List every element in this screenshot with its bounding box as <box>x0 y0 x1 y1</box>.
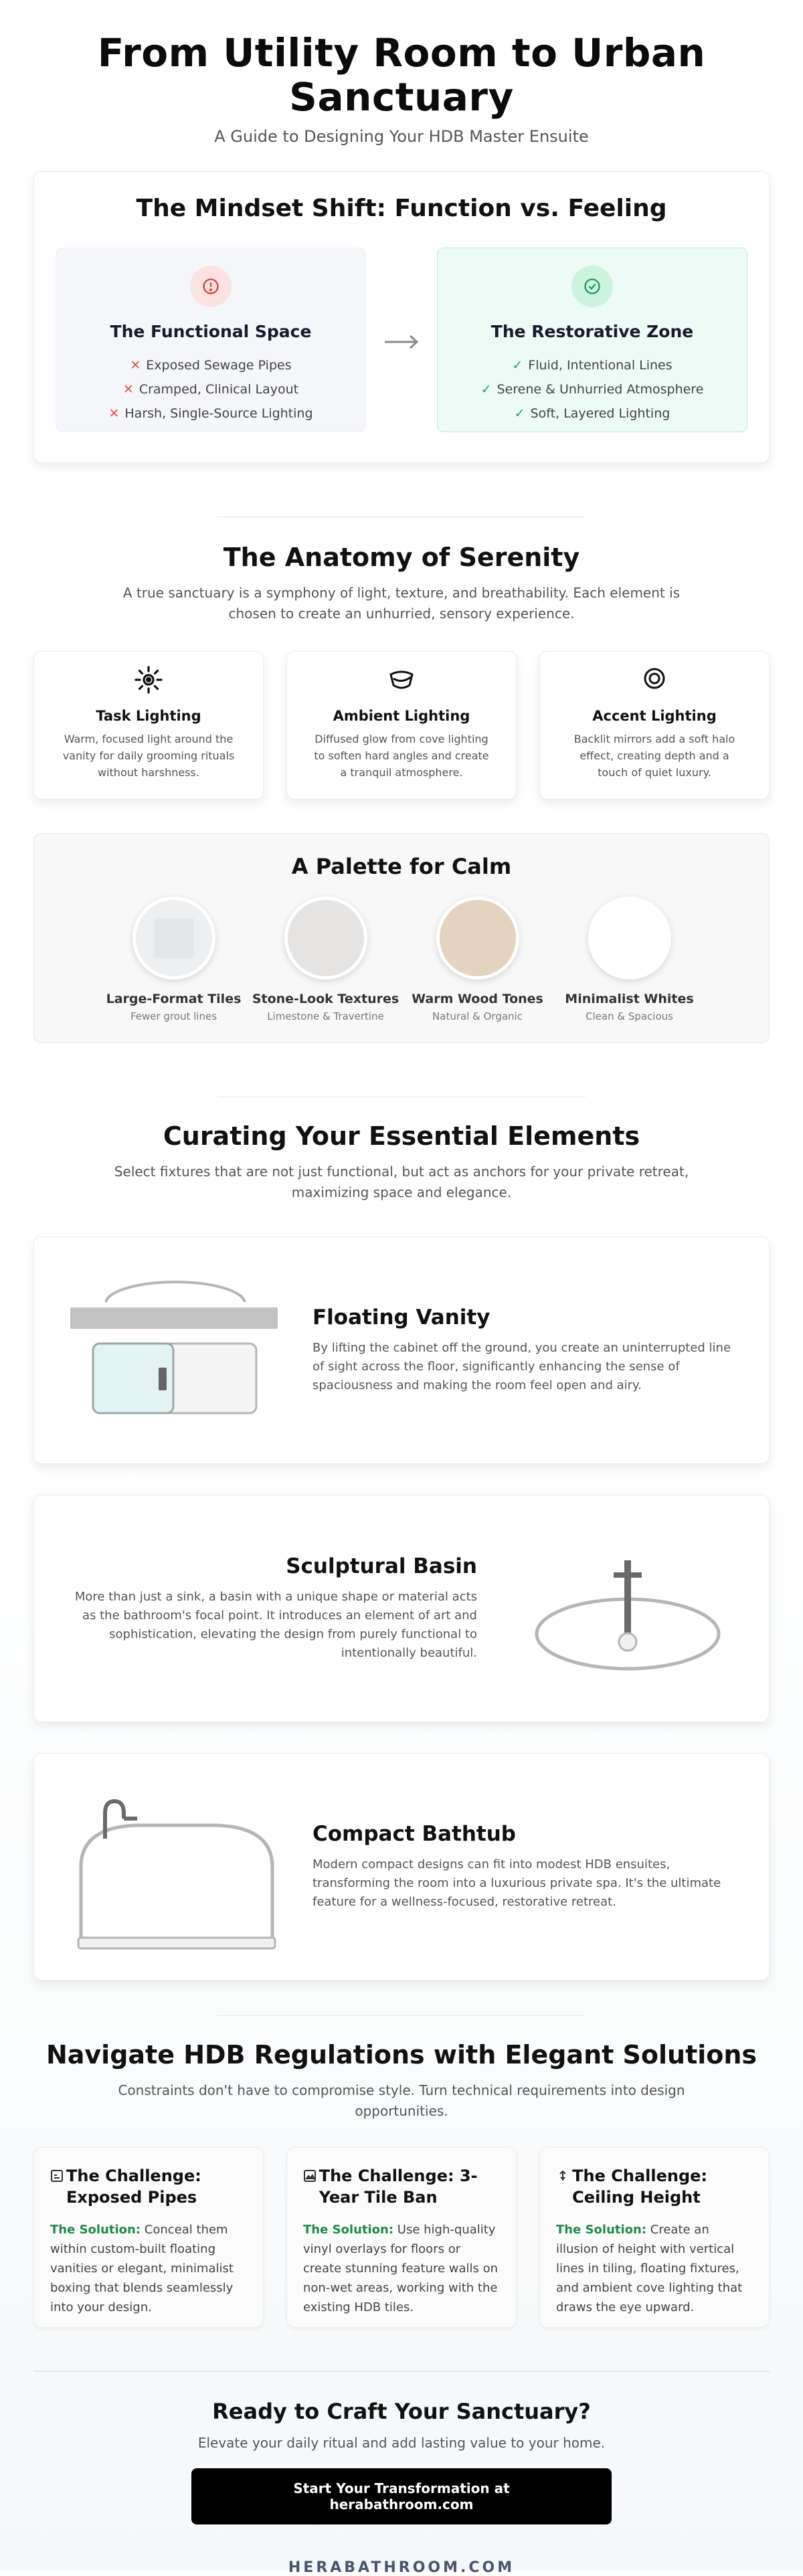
bathtub-illustration <box>65 1780 286 1954</box>
page-inner <box>33 0 770 2576</box>
elements-desc: Select fixtures that are not just functional, but act as anchors for your private retreat, maximizing space and elegance. <box>114 1164 689 1200</box>
reg-text: The Solution: Conceal them within custom-built floating vanities or elegant, minimalist boxing that blends seamlessly into your design. <box>50 2223 234 2314</box>
bathtub-desc: Modern compact designs can fit into modest HDB ensuites, transforming the room into a luxurious private spa. It's the ultimate feature for a wellness-focused, restorative retreat. <box>313 1857 721 1909</box>
anatomy-section <box>33 543 770 1043</box>
list-item: ✓ Fluid, Intentional Lines <box>512 358 673 373</box>
check-circle-icon <box>571 266 613 307</box>
basin-text <box>65 1554 477 1663</box>
cta-title: Ready to Craft Your Sanctuary? <box>212 2399 591 2424</box>
functional-space-list <box>56 353 365 426</box>
arrow-right-icon <box>375 323 428 357</box>
swatch-color <box>588 897 671 980</box>
vanity-illustration <box>65 1263 286 1437</box>
vanity-text <box>313 1305 738 1395</box>
swatch-label: Minimalist Whites <box>565 992 694 1006</box>
height-icon <box>556 2165 572 2186</box>
basin-illustration <box>517 1522 738 1695</box>
brand-footer: HERABATHROOM.COM <box>288 2559 515 2576</box>
check-icon: ✓ <box>512 358 523 373</box>
swatch-sub: Fewer grout lines <box>130 1010 217 1022</box>
elements-title: Curating Your Essential Elements <box>163 1121 640 1151</box>
restorative-zone-list <box>438 353 747 426</box>
swatch-wood <box>402 897 553 1022</box>
vanity-card <box>33 1236 770 1464</box>
reg-title: The Challenge: Exposed Pipes <box>66 2167 201 2207</box>
swatch-tiles <box>98 897 250 1022</box>
reg-head <box>303 2165 500 2208</box>
feature-title: Accent Lighting <box>592 708 717 724</box>
pipe-box-icon <box>50 2165 66 2186</box>
ambient-icon <box>287 665 516 699</box>
reg-text: The Solution: Use high-quality vinyl overlays for floors or create stunning feature walls on non-wet areas, working with the existing HDB tiles. <box>303 2223 499 2314</box>
palette-swatches <box>34 897 769 1022</box>
reg-head <box>556 2165 753 2208</box>
solution-label: The Solution: <box>50 2223 141 2237</box>
regulations-section <box>33 2040 770 2328</box>
bathtub-card <box>33 1753 770 1981</box>
palette-card <box>33 833 770 1043</box>
feature-desc: Backlit mirrors add a soft halo effect, creating depth and a touch of quiet luxury. <box>573 733 735 779</box>
mindset-compare <box>34 248 769 432</box>
vanity-desc: By lifting the cabinet off the ground, you create an uninterrupted line of sight across the floor, significantly enhancing the sense of spaciousness and making the room feel open and airy. <box>313 1341 731 1392</box>
anatomy-desc: A true sanctuary is a symphony of light, texture, and breathability. Each element is chosen to create an unhurried, sensory experience. <box>122 585 681 622</box>
page-subtitle: A Guide to Designing Your HDB Master Ensuite <box>214 127 589 146</box>
swatch-color <box>132 897 215 980</box>
regs-cards <box>33 2147 770 2328</box>
mindset-card <box>33 171 770 463</box>
list-item: ✕ Harsh, Single-Source Lighting <box>108 406 313 421</box>
check-icon: ✓ <box>480 382 492 397</box>
feature-task-lighting <box>33 651 264 800</box>
section-divider <box>217 2015 586 2016</box>
swatch-sub: Limestone & Travertine <box>267 1010 384 1022</box>
list-item: ✕ Exposed Sewage Pipes <box>130 358 292 373</box>
tile-square <box>154 918 194 958</box>
cta-section <box>33 2371 770 2576</box>
feature-desc: Diffused glow from cove lighting to soften hard angles and create a tranquil atmosphere. <box>314 733 489 779</box>
regs-desc: Constraints don't have to compromise style. Turn technical requirements into design opportunities. <box>118 2082 685 2119</box>
list-item: ✕ Cramped, Clinical Layout <box>122 382 299 397</box>
reg-head <box>50 2165 247 2208</box>
sun-icon <box>34 665 263 699</box>
feature-title: Ambient Lighting <box>333 708 470 724</box>
functional-space-title: The Functional Space <box>110 322 312 341</box>
swatch-stone <box>250 897 402 1022</box>
swatch-color <box>436 897 519 980</box>
mindset-title: The Mindset Shift: Function vs. Feeling <box>136 195 667 222</box>
target-icon <box>540 665 769 699</box>
cta-button[interactable]: Start Your Transformation at herabathroom.com <box>191 2468 612 2524</box>
restorative-zone-title: The Restorative Zone <box>490 322 694 341</box>
feature-title: Task Lighting <box>96 708 201 724</box>
x-icon: ✕ <box>130 358 141 373</box>
bathtub-text <box>313 1822 738 1912</box>
solution-label: The Solution: <box>556 2223 647 2237</box>
reg-card-tiles <box>286 2147 517 2328</box>
swatch-sub: Clean & Spacious <box>586 1010 673 1022</box>
alert-icon <box>190 266 232 307</box>
vanity-title: Floating Vanity <box>313 1305 490 1329</box>
x-icon: ✕ <box>122 382 134 397</box>
palette-title: A Palette for Calm <box>291 854 512 879</box>
regs-title: Navigate HDB Regulations with Elegant Solutions <box>46 2040 757 2069</box>
swatch-white <box>553 897 705 1022</box>
reg-card-ceiling <box>539 2147 770 2328</box>
reg-title: The Challenge: Ceiling Height <box>572 2167 708 2207</box>
anatomy-title: The Anatomy of Serenity <box>223 543 580 572</box>
reg-card-pipes <box>33 2147 264 2328</box>
hero <box>33 0 770 146</box>
bathtub-title: Compact Bathtub <box>313 1822 516 1846</box>
swatch-label: Large-Format Tiles <box>106 992 242 1006</box>
list-item: ✓ Serene & Unhurried Atmosphere <box>480 382 704 397</box>
basin-title: Sculptural Basin <box>286 1554 477 1578</box>
basin-card <box>33 1495 770 1722</box>
swatch-label: Stone-Look Textures <box>252 992 399 1006</box>
reg-text: The Solution: Create an illusion of height with vertical lines in tiling, floating fixtures, and ambient cove lighting that draws the eye upward. <box>556 2223 743 2314</box>
elements-section <box>33 1121 770 1981</box>
feature-desc: Warm, focused light around the vanity for daily grooming rituals without harshness. <box>62 733 235 779</box>
swatch-sub: Natural & Organic <box>432 1010 523 1022</box>
x-icon: ✕ <box>108 406 120 421</box>
swatch-color <box>284 897 367 980</box>
check-icon: ✓ <box>514 406 525 421</box>
feature-accent-lighting <box>539 651 770 800</box>
tile-icon <box>303 2165 319 2186</box>
functional-space-box <box>56 248 366 432</box>
lighting-features <box>33 651 770 800</box>
feature-ambient-lighting <box>286 651 517 800</box>
swatch-label: Warm Wood Tones <box>412 992 543 1006</box>
reg-title: The Challenge: 3-Year Tile Ban <box>319 2167 478 2207</box>
list-item: ✓ Soft, Layered Lighting <box>514 406 671 421</box>
restorative-zone-box <box>437 248 747 432</box>
basin-desc: More than just a sink, a basin with a unique shape or material acts as the bathroom's focal point. It introduces an element of art and sophistication, elevating the design from purely functional to intentionally beautiful. <box>74 1590 477 1660</box>
solution-label: The Solution: <box>303 2223 394 2237</box>
cta-desc: Elevate your daily ritual and add lasting value to your home. <box>197 2435 606 2451</box>
page-title: From Utility Room to Urban Sanctuary <box>97 30 706 120</box>
